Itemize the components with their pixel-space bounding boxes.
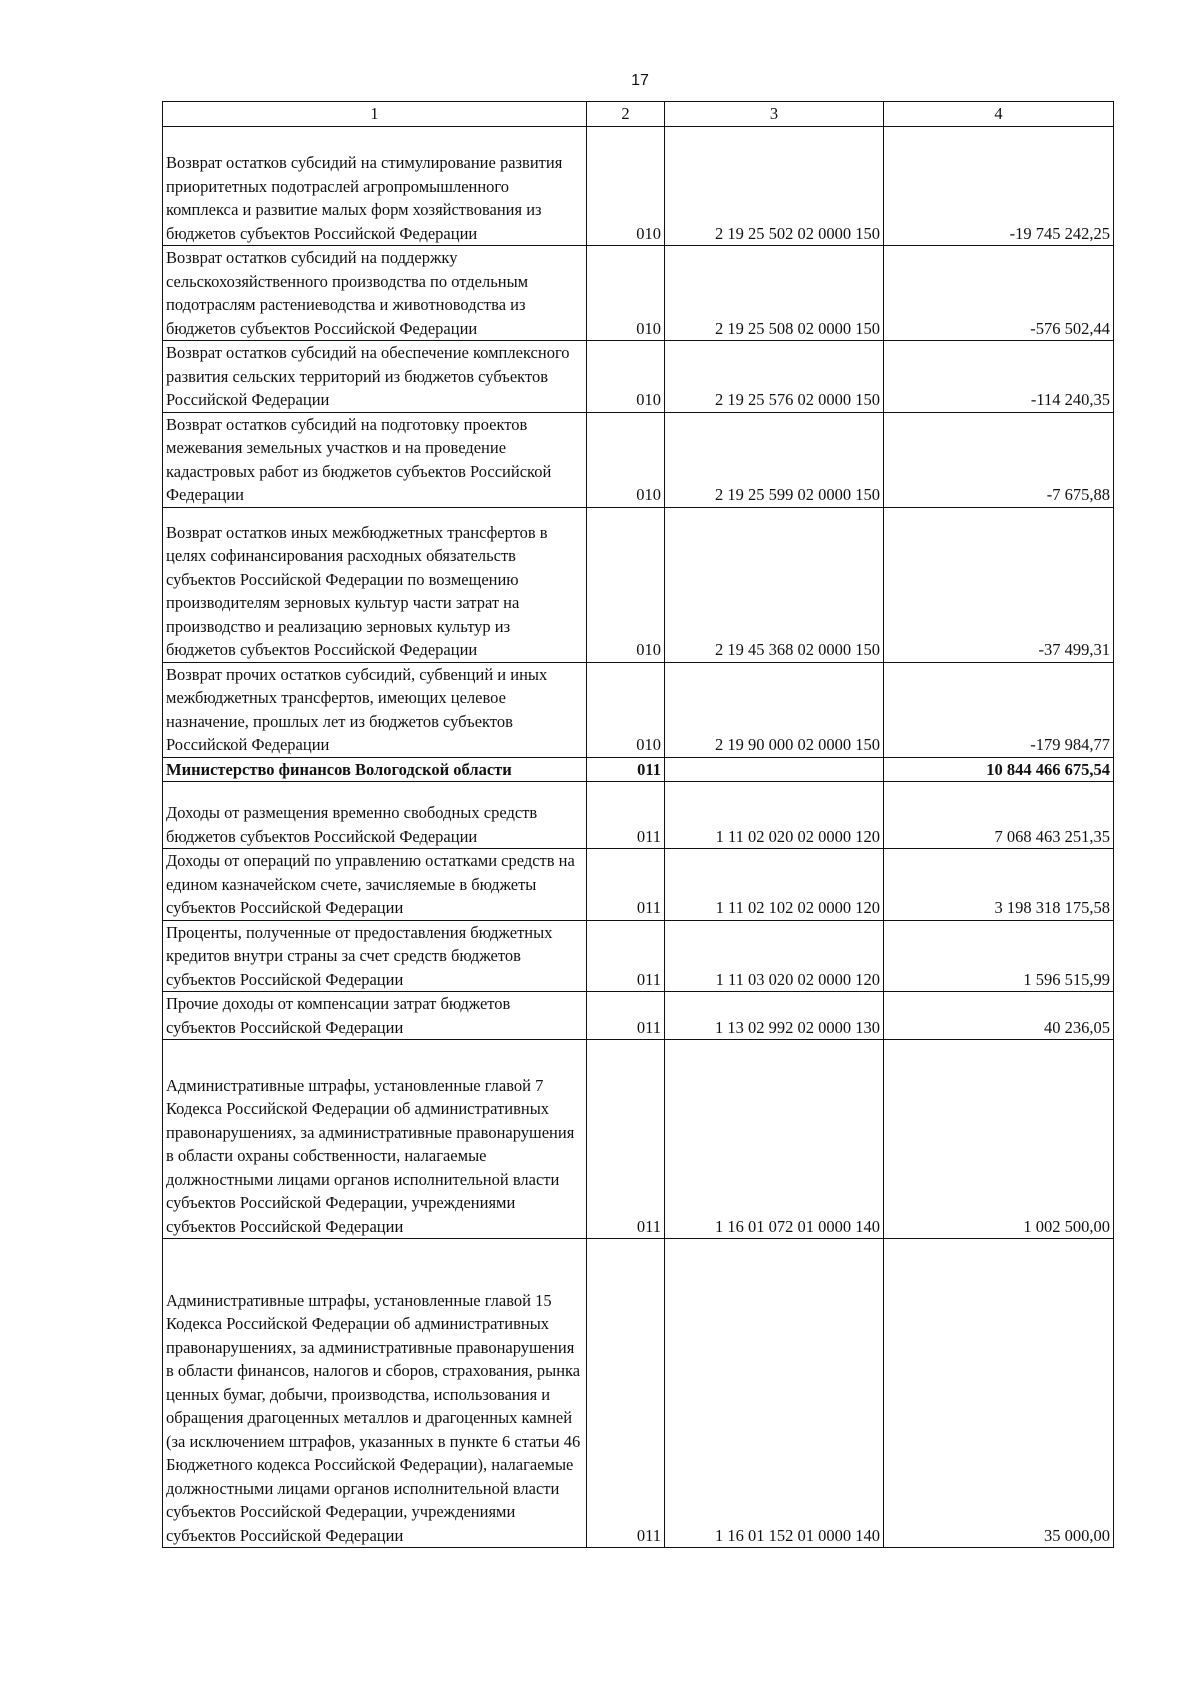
table-row (163, 1239, 1114, 1548)
row-admin-code-cell: 011 (587, 1040, 665, 1239)
budget-table (162, 101, 1114, 1548)
page-number: 17 (631, 72, 649, 89)
row-name-cell: Доходы от размещения временно свободных средств бюджетов субъектов Российской Федерации (163, 782, 587, 849)
row-name-cell: Возврат остатков иных межбюджетных трансфертов в целях софинансирования расходных обязательств субъектов Российской Федерации по возмещению производителям зерновых культур части затрат на производство и реализацию зерновых культур из бюджетов субъектов Российской Федерации (163, 507, 587, 662)
table-row (163, 920, 1114, 992)
row-amount-cell: 1 002 500,00 (884, 1040, 1114, 1239)
row-budget-code-cell (665, 757, 884, 782)
row-budget-code-cell: 2 19 25 502 02 0000 150 (665, 127, 884, 246)
row-amount-cell: -576 502,44 (884, 246, 1114, 341)
table-row (163, 127, 1114, 246)
row-admin-code-cell: 011 (587, 992, 665, 1040)
table-row (163, 246, 1114, 341)
row-budget-code-cell: 2 19 25 576 02 0000 150 (665, 341, 884, 413)
row-budget-code-cell: 1 13 02 992 02 0000 130 (665, 992, 884, 1040)
row-name-cell: Возврат прочих остатков субсидий, субвенций и иных межбюджетных трансфертов, имеющих целевое назначение, прошлых лет из бюджетов субъектов Российской Федерации (163, 662, 587, 757)
row-name-cell: Возврат остатков субсидий на стимулирование развития приоритетных подотраслей агропромышленного комплекса и развитие малых форм хозяйствования из бюджетов субъектов Российской Федерации (163, 127, 587, 246)
row-budget-code-cell: 2 19 25 508 02 0000 150 (665, 246, 884, 341)
row-amount-cell: -114 240,35 (884, 341, 1114, 413)
column-header-code: 3 (665, 102, 884, 127)
table-row (163, 1040, 1114, 1239)
column-header-admin: 2 (587, 102, 665, 127)
row-amount-cell: 3 198 318 175,58 (884, 849, 1114, 921)
row-budget-code-cell: 2 19 25 599 02 0000 150 (665, 412, 884, 507)
row-amount-cell: -19 745 242,25 (884, 127, 1114, 246)
table-row (163, 412, 1114, 507)
row-admin-code-cell: 011 (587, 920, 665, 992)
table-row (163, 992, 1114, 1040)
row-budget-code-cell: 2 19 90 000 02 0000 150 (665, 662, 884, 757)
row-name-cell: Прочие доходы от компенсации затрат бюджетов субъектов Российской Федерации (163, 992, 587, 1040)
row-amount-cell: -7 675,88 (884, 412, 1114, 507)
row-budget-code-cell: 2 19 45 368 02 0000 150 (665, 507, 884, 662)
row-admin-code-cell: 010 (587, 412, 665, 507)
row-admin-code-cell: 011 (587, 849, 665, 921)
row-budget-code-cell: 1 11 03 020 02 0000 120 (665, 920, 884, 992)
row-admin-code-cell: 010 (587, 507, 665, 662)
row-admin-code-cell: 011 (587, 1239, 665, 1548)
row-amount-cell: 35 000,00 (884, 1239, 1114, 1548)
table-row (163, 782, 1114, 849)
column-header-name: 1 (163, 102, 587, 127)
row-admin-code-cell: 010 (587, 341, 665, 413)
row-name-cell: Доходы от операций по управлению остатками средств на едином казначейском счете, зачисляемые в бюджеты субъектов Российской Федерации (163, 849, 587, 921)
row-name-cell: Возврат остатков субсидий на поддержку сельскохозяйственного производства по отдельным подотраслям растениеводства и животноводства из бюджетов субъектов Российской Федерации (163, 246, 587, 341)
row-name-cell: Министерство финансов Вологодской области (163, 757, 587, 782)
row-amount-cell: 40 236,05 (884, 992, 1114, 1040)
row-budget-code-cell: 1 16 01 072 01 0000 140 (665, 1040, 884, 1239)
table-row (163, 849, 1114, 921)
row-budget-code-cell: 1 16 01 152 01 0000 140 (665, 1239, 884, 1548)
row-budget-code-cell: 1 11 02 020 02 0000 120 (665, 782, 884, 849)
row-name-cell: Административные штрафы, установленные главой 7 Кодекса Российской Федерации об административных правонарушениях, за административные правонарушения в области охраны собственности, налагаемые должностными лицами органов исполнительной власти субъектов Российской Федерации, учреждениями субъектов Российской Федерации (163, 1040, 587, 1239)
table-row (163, 341, 1114, 413)
row-name-cell: Проценты, полученные от предоставления бюджетных кредитов внутри страны за счет средств бюджетов субъектов Российской Федерации (163, 920, 587, 992)
column-header-amount: 4 (884, 102, 1114, 127)
row-admin-code-cell: 011 (587, 782, 665, 849)
row-amount-cell: 10 844 466 675,54 (884, 757, 1114, 782)
row-admin-code-cell: 010 (587, 127, 665, 246)
row-amount-cell: 7 068 463 251,35 (884, 782, 1114, 849)
table-header-row (163, 102, 1114, 127)
table-row (163, 662, 1114, 757)
row-admin-code-cell: 010 (587, 246, 665, 341)
row-admin-code-cell: 010 (587, 662, 665, 757)
row-name-cell: Возврат остатков субсидий на подготовку проектов межевания земельных участков и на проведение кадастровых работ из бюджетов субъектов Российской Федерации (163, 412, 587, 507)
row-budget-code-cell: 1 11 02 102 02 0000 120 (665, 849, 884, 921)
row-amount-cell: -37 499,31 (884, 507, 1114, 662)
row-name-cell: Возврат остатков субсидий на обеспечение комплексного развития сельских территорий из бюджетов субъектов Российской Федерации (163, 341, 587, 413)
table-row (163, 757, 1114, 782)
row-amount-cell: 1 596 515,99 (884, 920, 1114, 992)
row-amount-cell: -179 984,77 (884, 662, 1114, 757)
row-name-cell: Административные штрафы, установленные главой 15 Кодекса Российской Федерации об административных правонарушениях, за административные правонарушения в области финансов, налогов и сборов, страхования, рынка ценных бумаг, добычи, производства, использования и обращения драгоценных металлов и драгоценных камней (за исключением штрафов, указанных в пункте 6 статьи 46 Бюджетного кодекса Российской Федерации), налагаемые должностными лицами органов исполнительной власти субъектов Российской Федерации, учреждениями субъектов Российской Федерации (163, 1239, 587, 1548)
row-admin-code-cell: 011 (587, 757, 665, 782)
table-row (163, 507, 1114, 662)
